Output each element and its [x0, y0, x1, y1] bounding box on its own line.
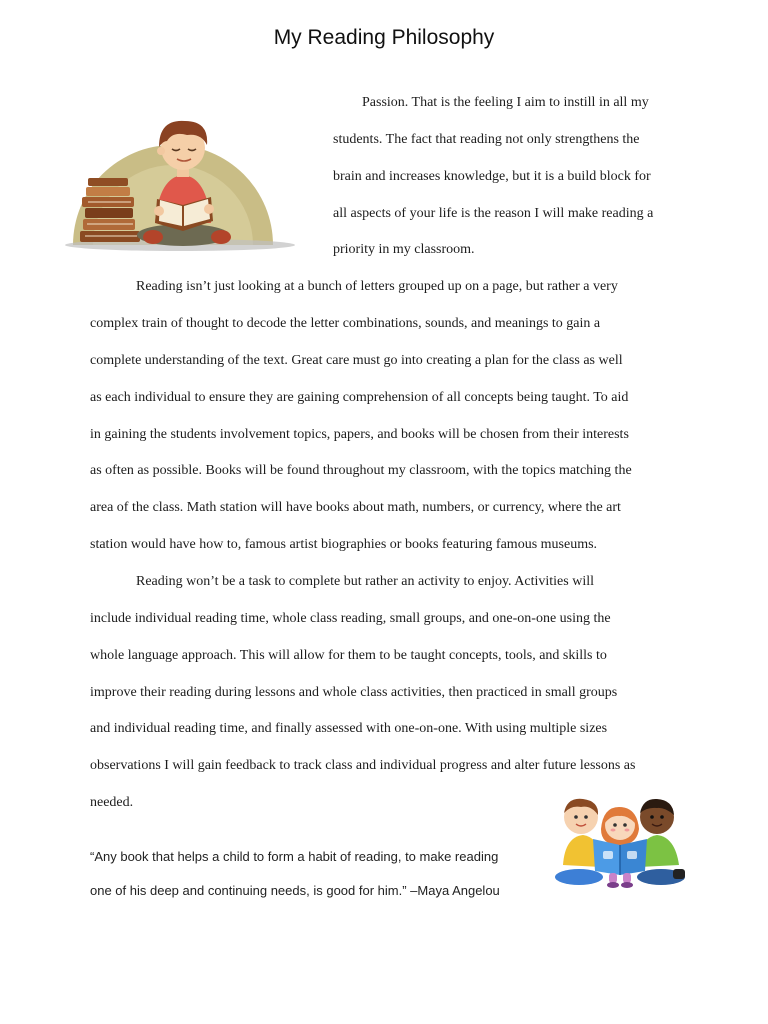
intro-line: priority in my classroom.: [333, 242, 475, 257]
paragraph-3-line: whole language approach. This will allow for them to be taught concepts, tools, and skills to: [90, 648, 607, 663]
paragraph-2-line: Reading isn’t just looking at a bunch of letters grouped up on a page, but rather a very: [136, 279, 618, 294]
paragraph-2-line: as each individual to ensure they are gaining comprehension of all concepts being taught. To aid: [90, 390, 629, 405]
paragraph-2-line: in gaining the students involvement topics, papers, and books will be chosen from their interests: [90, 427, 629, 442]
paragraph-2-line: complete understanding of the text. Great care must go into creating a plan for the class as well: [90, 353, 623, 368]
paragraph-3-line: observations I will gain feedback to track class and individual progress and alter future lessons as: [90, 758, 636, 773]
paragraph-3-line: Reading won’t be a task to complete but rather an activity to enjoy. Activities will: [136, 574, 595, 589]
intro-line: Passion. That is the feeling I aim to instill in all my: [362, 95, 649, 110]
paragraph-3-line: include individual reading time, whole class reading, small groups, and one-on-one using the: [90, 611, 611, 626]
paragraph-2-line: as often as possible. Books will be found throughout my classroom, with the topics matching the: [90, 463, 632, 478]
paragraph-2-line: complex train of thought to decode the letter combinations, sounds, and meanings to gain a: [90, 316, 601, 331]
boy-reading-book-icon: [55, 105, 305, 265]
three-kids-reading-icon: [553, 795, 688, 890]
intro-line: brain and increases knowledge, but it is a build block for: [333, 169, 651, 184]
quote-line: one of his deep and continuing needs, is good for him.” –Maya Angelou: [90, 883, 500, 898]
paragraph-3-line: and individual reading time, and finally assessed with one-on-one. With using multiple sizes: [90, 721, 608, 736]
quote-line: “Any book that helps a child to form a habit of reading, to make reading: [90, 849, 499, 864]
page-title: My Reading Philosophy: [273, 26, 495, 49]
paragraph-3-line: needed.: [90, 795, 134, 810]
paragraph-2-line: area of the class. Math station will have books about math, numbers, or currency, where the art: [90, 500, 621, 515]
intro-line: all aspects of your life is the reason I will make reading a: [333, 206, 654, 221]
intro-line: students. The fact that reading not only strengthens the: [333, 132, 640, 147]
paragraph-3-line: improve their reading during lessons and whole class activities, then practiced in small groups: [90, 685, 618, 700]
paragraph-2-line: station would have how to, famous artist biographies or books featuring famous museums.: [90, 537, 598, 552]
